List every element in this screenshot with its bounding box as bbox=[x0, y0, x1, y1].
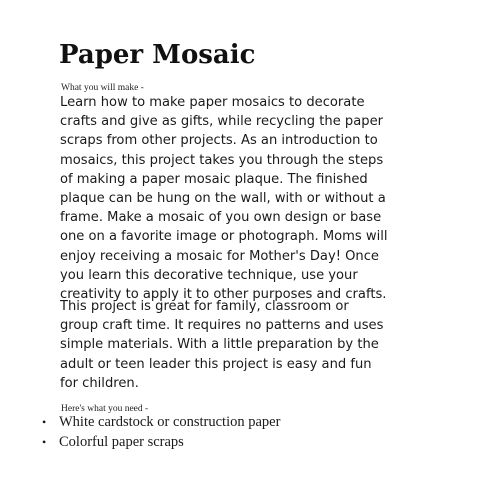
intro-line: plaque can be hung on the wall, with or without a bbox=[60, 191, 386, 207]
what-you-need-label: Here's what you need - bbox=[61, 404, 149, 414]
intro-paragraph bbox=[60, 93, 445, 304]
group-line: This project is great for family, classroom or bbox=[60, 299, 349, 314]
list-item bbox=[42, 432, 280, 452]
bullet-icon: • bbox=[42, 435, 47, 449]
what-you-will-make-label: What you will make - bbox=[61, 83, 144, 93]
supply-text: Colorful paper scraps bbox=[59, 434, 184, 450]
supply-text: White cardstock or construction paper bbox=[59, 414, 281, 430]
intro-line: Learn how to make paper mosaics to decorate bbox=[60, 95, 365, 110]
intro-line: crafts and give as gifts, while recycling the paper bbox=[60, 114, 384, 130]
intro-line: scraps from other projects. As an introduction to bbox=[60, 133, 378, 149]
intro-line: of making a paper mosaic plaque. The finished bbox=[60, 171, 368, 187]
group-line: group craft time. It requires no patterns and uses bbox=[60, 318, 384, 334]
page-title: Paper Mosaic bbox=[59, 40, 256, 70]
bullet-icon: • bbox=[42, 415, 47, 429]
group-paragraph bbox=[60, 297, 445, 393]
list-item bbox=[42, 412, 280, 432]
intro-line: frame. Make a mosaic of you own design or base bbox=[60, 210, 382, 226]
group-line: adult or teen leader this project is easy and fun bbox=[60, 356, 372, 372]
group-line: for children. bbox=[60, 375, 139, 391]
intro-line: one on a favorite image or photograph. Moms will bbox=[60, 229, 388, 245]
supplies-list bbox=[42, 412, 280, 452]
intro-line: you learn this decorative technique, use your bbox=[60, 267, 358, 283]
intro-line: enjoy receiving a mosaic for Mother's Day! Once bbox=[60, 248, 379, 264]
intro-line: mosaics, this project takes you through the steps bbox=[60, 152, 384, 168]
intro-line: creativity to apply it to other purposes and crafts. bbox=[60, 287, 387, 303]
group-line: simple materials. With a little preparation by the bbox=[60, 337, 379, 353]
